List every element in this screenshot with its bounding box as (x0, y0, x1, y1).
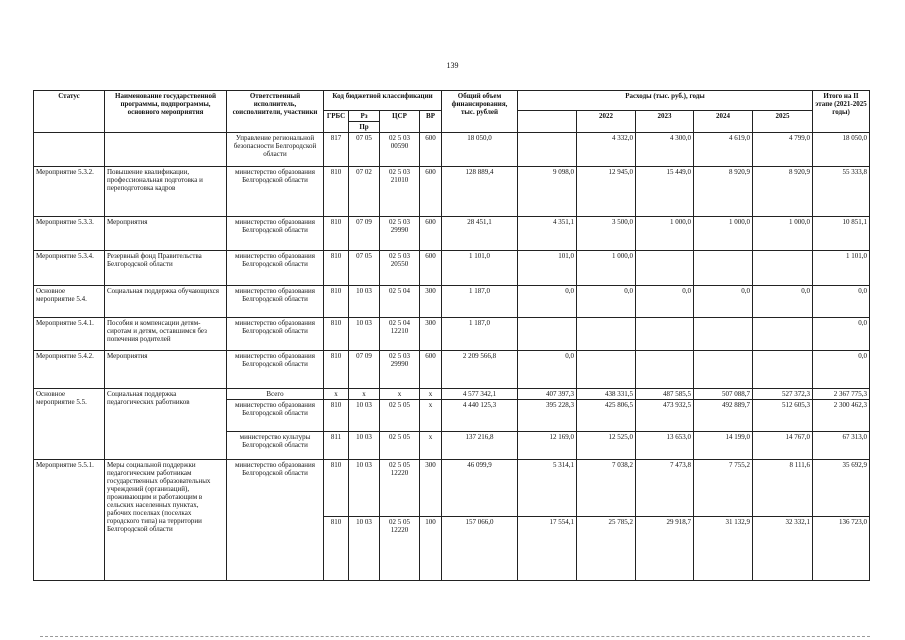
row-csr: 02 5 03 29990 (380, 350, 420, 388)
row-y2023: 13 653,0 (636, 432, 694, 460)
row-y2022: 438 331,5 (577, 389, 636, 400)
row-grbs: 810 (324, 350, 349, 388)
row-y2025 (753, 250, 813, 285)
row-y2024: 492 889,7 (694, 400, 753, 432)
row-vr: 600 (420, 133, 442, 167)
row-y2022 (577, 317, 636, 350)
table-row (34, 217, 870, 250)
row-executor: министерство образования Белгородской области (227, 400, 324, 432)
row-executor: министерство культуры Белгородской области (227, 432, 324, 460)
row-total: 157 066,0 (442, 516, 518, 580)
row-y2025: 4 799,0 (753, 133, 813, 167)
row-rzpr: 07 02 (349, 167, 380, 217)
row-total: 46 099,9 (442, 460, 518, 516)
table-row (34, 167, 870, 217)
row-vr: 600 (420, 167, 442, 217)
row-y2021: 407 397,3 (518, 389, 577, 400)
row-csr: 02 5 05 12220 (380, 460, 420, 516)
row-y2025: 0,0 (753, 285, 813, 317)
row-y2022: 3 500,0 (577, 217, 636, 250)
row-y2025: 8 920,9 (753, 167, 813, 217)
row-grbs: 810 (324, 250, 349, 285)
row-rzpr: 10 03 (349, 317, 380, 350)
row-rzpr: 10 03 (349, 460, 380, 516)
row-csr: 02 5 05 12220 (380, 516, 420, 580)
row-total: 137 216,8 (442, 432, 518, 460)
row-csr: 02 5 05 (380, 400, 420, 432)
page-number: 139 (446, 61, 459, 70)
row-y2024: 1 000,0 (694, 217, 753, 250)
row-stage-total: 0,0 (813, 285, 870, 317)
row-y2024: 8 920,9 (694, 167, 753, 217)
row-grbs: 810 (324, 400, 349, 432)
header-expenses: Расходы (тыс. руб.), годы (518, 91, 813, 111)
header-year: 2023 (636, 111, 694, 133)
header-name: Наименование государственной программы, подпрограммы, основного мероприятия (105, 91, 227, 133)
row-grbs: 817 (324, 133, 349, 167)
budget-table (33, 90, 870, 581)
row-executor: министерство образования Белгородской области (227, 350, 324, 388)
row-y2023: 15 449,0 (636, 167, 694, 217)
row-vr: х (420, 389, 442, 400)
row-csr: 02 5 05 (380, 432, 420, 460)
header-executor: Ответственный исполнитель, соисполнители, участники (227, 91, 324, 133)
row-csr: 02 5 03 29990 (380, 217, 420, 250)
row-rzpr: 10 03 (349, 285, 380, 317)
row-y2021: 0,0 (518, 285, 577, 317)
row-status: Мероприятие 5.3.3. (34, 217, 105, 250)
row-grbs: 810 (324, 460, 349, 516)
row-y2022: 7 038,2 (577, 460, 636, 516)
row-stage-total: 67 313,0 (813, 432, 870, 460)
row-vr: 600 (420, 217, 442, 250)
row-total: 1 187,0 (442, 317, 518, 350)
table-row (34, 350, 870, 388)
row-stage-total: 2 367 775,3 (813, 389, 870, 400)
row-y2021 (518, 133, 577, 167)
header-year: 2022 (577, 111, 636, 133)
row-rzpr: 07 05 (349, 133, 380, 167)
row-y2025: 14 767,0 (753, 432, 813, 460)
row-y2024: 507 088,7 (694, 389, 753, 400)
row-y2025: 512 605,3 (753, 400, 813, 432)
row-stage-total: 136 723,0 (813, 516, 870, 580)
row-y2023: 473 932,5 (636, 400, 694, 432)
row-stage-total: 35 692,9 (813, 460, 870, 516)
row-y2023: 487 585,5 (636, 389, 694, 400)
row-stage-total: 0,0 (813, 350, 870, 388)
row-name: Меры социальной поддержки педагогическим работникам государственных образовательных учреждений (организаций), проживающим и работающим в сельских населенных пунктах, рабочих поселках (поселках городского типа) на территории Белгородской области (105, 460, 227, 581)
row-rzpr: 10 03 (349, 400, 380, 432)
row-name: Пособия и компенсации детям-сиротам и детям, оставшимся без попечения родителей (105, 317, 227, 350)
row-executor: Управление региональной безопасности Белгородской области (227, 133, 324, 167)
row-vr: 300 (420, 460, 442, 516)
row-y2022: 425 806,5 (577, 400, 636, 432)
row-y2025: 527 372,3 (753, 389, 813, 400)
row-status: Мероприятие 5.4.1. (34, 317, 105, 350)
row-y2024: 7 755,2 (694, 460, 753, 516)
row-y2021: 4 351,1 (518, 217, 577, 250)
row-y2025 (753, 350, 813, 388)
row-executor: министерство образования Белгородской области (227, 285, 324, 317)
row-name (105, 133, 227, 167)
row-stage-total: 0,0 (813, 317, 870, 350)
row-y2021: 101,0 (518, 250, 577, 285)
row-stage-total: 10 851,1 (813, 217, 870, 250)
header-csr: ЦСР (380, 111, 420, 133)
row-rzpr: 07 05 (349, 250, 380, 285)
row-y2022: 0,0 (577, 285, 636, 317)
row-vr: 600 (420, 250, 442, 285)
row-vr: 600 (420, 350, 442, 388)
row-vr: х (420, 400, 442, 432)
row-name: Социальная поддержка обучающихся (105, 285, 227, 317)
row-executor: министерство образования Белгородской области (227, 250, 324, 285)
row-y2023: 1 000,0 (636, 217, 694, 250)
row-y2022: 12 945,0 (577, 167, 636, 217)
header-rz: Рз (349, 111, 380, 122)
row-rzpr: х (349, 389, 380, 400)
row-executor: Всего (227, 389, 324, 400)
row-name: Повышение квалификации, профессиональная подготовка и переподготовка кадров (105, 167, 227, 217)
row-y2024: 14 199,0 (694, 432, 753, 460)
row-grbs: 810 (324, 317, 349, 350)
row-executor: министерство образования Белгородской области (227, 460, 324, 581)
row-vr: х (420, 432, 442, 460)
row-status: Основное мероприятие 5.4. (34, 285, 105, 317)
header-total-stage: Итого на II этапе (2021-2025 годы) (813, 91, 870, 133)
row-y2022: 25 785,2 (577, 516, 636, 580)
row-y2022: 1 000,0 (577, 250, 636, 285)
header-pr: Пр (349, 122, 380, 133)
row-y2022 (577, 350, 636, 388)
row-stage-total: 18 050,0 (813, 133, 870, 167)
header-total-volume: Общий объем финансирования, тыс. рублей (442, 91, 518, 133)
row-y2022: 12 525,0 (577, 432, 636, 460)
row-y2023: 0,0 (636, 285, 694, 317)
row-status: Мероприятие 5.4.2. (34, 350, 105, 388)
row-csr: 02 5 04 (380, 285, 420, 317)
row-rzpr: 07 09 (349, 350, 380, 388)
row-y2023 (636, 250, 694, 285)
row-total: 1 101,0 (442, 250, 518, 285)
row-executor: министерство образования Белгородской области (227, 217, 324, 250)
header-grbs: ГРБС (324, 111, 349, 133)
row-y2022: 4 332,0 (577, 133, 636, 167)
row-y2023: 29 918,7 (636, 516, 694, 580)
header-vr: ВР (420, 111, 442, 133)
header-year-blank (518, 111, 577, 133)
row-csr: 02 5 03 00590 (380, 133, 420, 167)
row-y2024 (694, 250, 753, 285)
row-vr: 300 (420, 285, 442, 317)
row-status (34, 133, 105, 167)
row-grbs: 810 (324, 217, 349, 250)
row-y2025: 32 332,1 (753, 516, 813, 580)
row-y2024 (694, 317, 753, 350)
row-grbs: 810 (324, 285, 349, 317)
row-grbs: 811 (324, 432, 349, 460)
row-csr: 02 5 03 21010 (380, 167, 420, 217)
row-y2021 (518, 317, 577, 350)
row-csr: 02 5 03 20550 (380, 250, 420, 285)
row-grbs: 810 (324, 167, 349, 217)
row-rzpr: 10 03 (349, 516, 380, 580)
table-row (34, 460, 870, 516)
table-row (34, 250, 870, 285)
row-stage-total: 2 300 462,3 (813, 400, 870, 432)
row-y2021: 0,0 (518, 350, 577, 388)
row-total: 4 577 342,1 (442, 389, 518, 400)
row-y2021: 395 228,3 (518, 400, 577, 432)
row-y2024: 31 132,9 (694, 516, 753, 580)
row-total: 4 440 125,3 (442, 400, 518, 432)
row-y2025: 1 000,0 (753, 217, 813, 250)
row-rzpr: 10 03 (349, 432, 380, 460)
row-total: 128 889,4 (442, 167, 518, 217)
row-executor: министерство образования Белгородской области (227, 167, 324, 217)
row-executor: министерство образования Белгородской области (227, 317, 324, 350)
row-y2025: 8 111,6 (753, 460, 813, 516)
row-y2024: 4 619,0 (694, 133, 753, 167)
row-status: Мероприятие 5.3.4. (34, 250, 105, 285)
header-year: 2025 (753, 111, 813, 133)
row-grbs: 810 (324, 516, 349, 580)
row-y2021: 17 554,1 (518, 516, 577, 580)
row-y2023: 4 300,0 (636, 133, 694, 167)
row-csr: 02 5 04 12210 (380, 317, 420, 350)
row-stage-total: 55 333,8 (813, 167, 870, 217)
row-y2024 (694, 350, 753, 388)
table-row (34, 133, 870, 167)
row-vr: 300 (420, 317, 442, 350)
row-vr: 100 (420, 516, 442, 580)
row-status: Мероприятие 5.3.2. (34, 167, 105, 217)
row-total: 18 050,0 (442, 133, 518, 167)
row-csr: х (380, 389, 420, 400)
scan-edge-line (40, 636, 870, 637)
row-total: 2 209 566,8 (442, 350, 518, 388)
row-y2025 (753, 317, 813, 350)
row-y2024: 0,0 (694, 285, 753, 317)
row-stage-total: 1 101,0 (813, 250, 870, 285)
table-row (34, 317, 870, 350)
row-status: Мероприятие 5.5.1. (34, 460, 105, 581)
header-year: 2024 (694, 111, 753, 133)
row-rzpr: 07 09 (349, 217, 380, 250)
row-status: Основное мероприятие 5.5. (34, 389, 105, 460)
row-y2021: 5 314,1 (518, 460, 577, 516)
row-name: Резервный фонд Правительства Белгородской области (105, 250, 227, 285)
row-name: Социальная поддержка педагогических работников (105, 389, 227, 460)
row-name: Мероприятия (105, 350, 227, 388)
header-budget-code: Код бюджетной классификации (324, 91, 442, 111)
row-grbs: х (324, 389, 349, 400)
row-name: Мероприятия (105, 217, 227, 250)
row-y2021: 12 169,0 (518, 432, 577, 460)
row-total: 1 187,0 (442, 285, 518, 317)
table-row (34, 389, 870, 400)
table-row (34, 285, 870, 317)
header-status: Статус (34, 91, 105, 133)
row-y2023 (636, 350, 694, 388)
row-total: 28 451,1 (442, 217, 518, 250)
row-y2021: 9 098,0 (518, 167, 577, 217)
row-y2023 (636, 317, 694, 350)
row-y2023: 7 473,8 (636, 460, 694, 516)
